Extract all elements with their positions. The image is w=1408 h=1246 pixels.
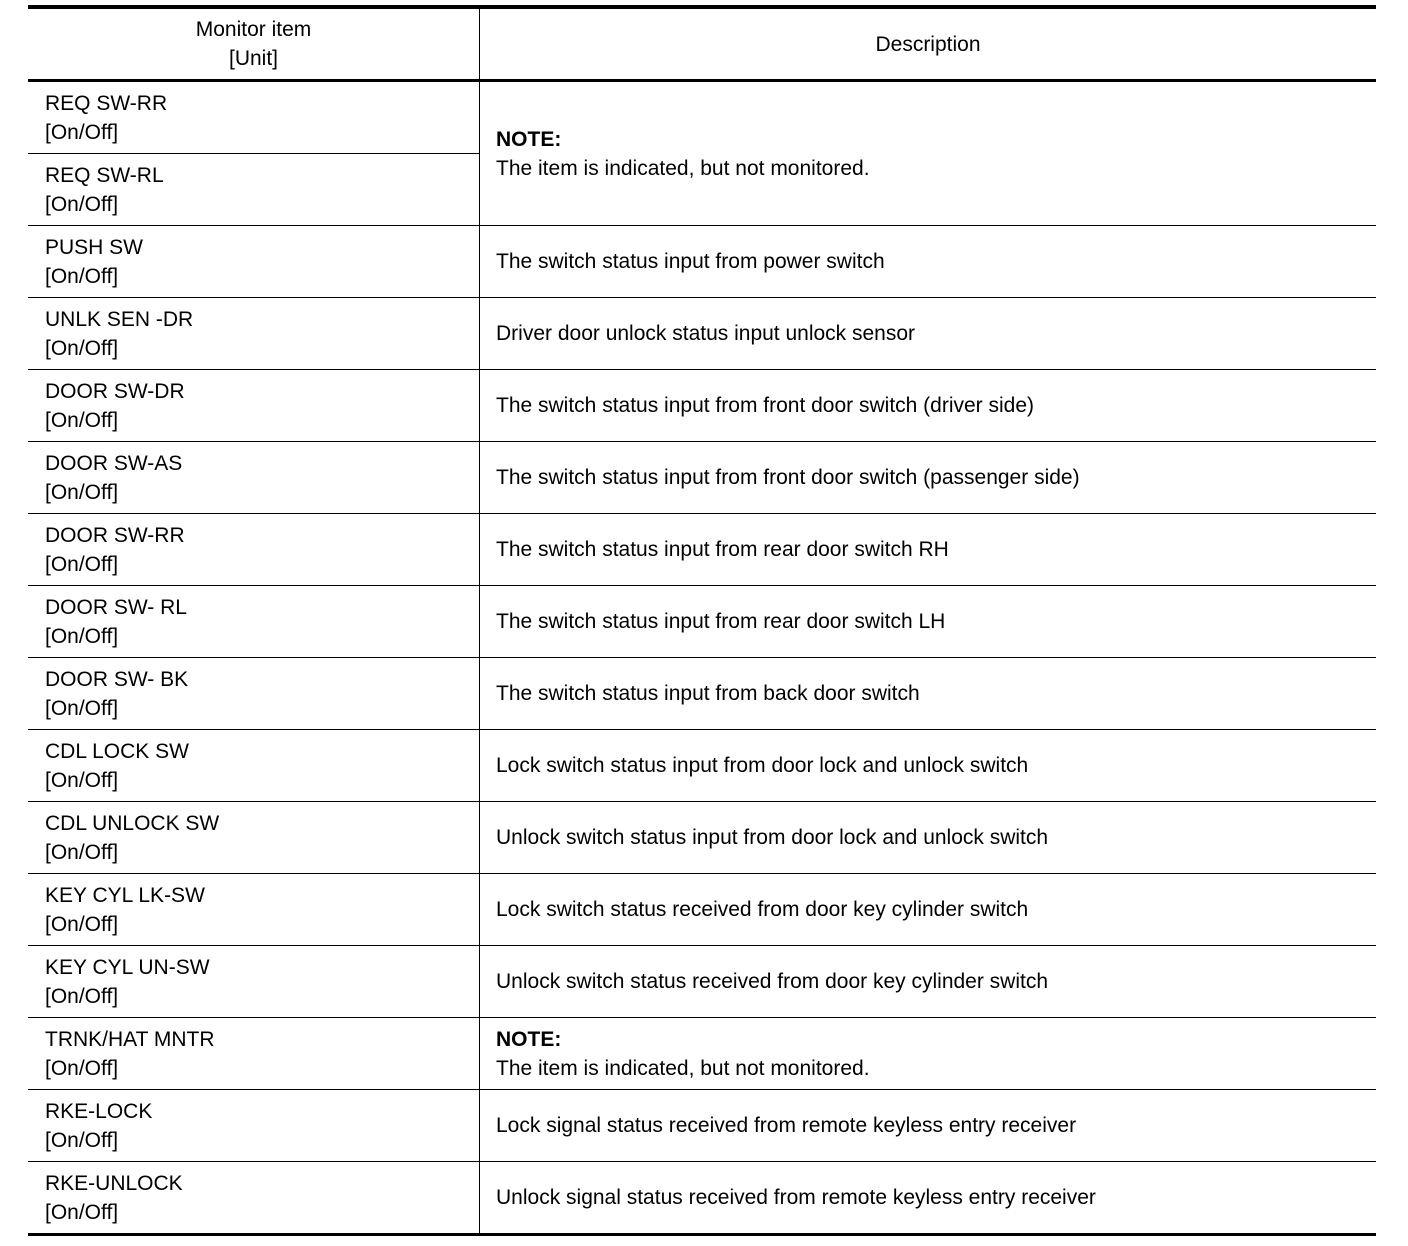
monitor-item-unit: [On/Off] (45, 192, 119, 216)
table-row (28, 81, 1376, 154)
table-row (28, 226, 1376, 298)
description-cell: The switch status input from rear door switch RH (480, 514, 1377, 586)
description-cell: Lock switch status input from door lock and unlock switch (480, 730, 1377, 802)
monitor-item-cell (28, 226, 480, 298)
note-label: NOTE: (496, 127, 562, 151)
table-row (28, 1090, 1376, 1162)
note-text: The item is indicated, but not monitored. (496, 1056, 870, 1080)
monitor-item-unit: [On/Off] (45, 336, 119, 360)
note-cell (480, 1018, 1377, 1090)
monitor-item-unit: [On/Off] (45, 696, 119, 720)
monitor-item-name: UNLK SEN -DR (45, 307, 194, 331)
header-description: Description (480, 7, 1377, 81)
monitor-item-unit: [On/Off] (45, 264, 119, 288)
description-cell: The switch status input from rear door switch LH (480, 586, 1377, 658)
monitor-item-name: CDL LOCK SW (45, 739, 189, 763)
monitor-item-unit: [On/Off] (45, 624, 119, 648)
monitor-item-name: RKE-UNLOCK (45, 1171, 183, 1195)
description-cell: Unlock switch status received from door key cylinder switch (480, 946, 1377, 1018)
header-unit: [Unit] (228, 47, 278, 70)
description-cell: The switch status input from front door switch (passenger side) (480, 442, 1377, 514)
table-row (28, 1162, 1376, 1235)
monitor-item-name: DOOR SW- BK (45, 667, 189, 691)
monitor-item-cell (28, 514, 480, 586)
monitor-item-name: KEY CYL UN-SW (45, 955, 210, 979)
monitor-item-name: TRNK/HAT MNTR (45, 1027, 215, 1051)
monitor-item-name: CDL UNLOCK SW (45, 811, 220, 835)
monitor-item-cell (28, 730, 480, 802)
header-label: Monitor item (195, 18, 312, 41)
monitor-item-table (28, 5, 1376, 1236)
monitor-item-cell (28, 370, 480, 442)
monitor-item-unit: [On/Off] (45, 1128, 119, 1152)
table-row (28, 1018, 1376, 1090)
monitor-item-unit: [On/Off] (45, 768, 119, 792)
monitor-item-name: DOOR SW-RR (45, 523, 185, 547)
monitor-item-cell (28, 658, 480, 730)
monitor-item-cell (28, 874, 480, 946)
monitor-item-unit: [On/Off] (45, 1200, 119, 1224)
description-cell: Unlock signal status received from remote keyless entry receiver (480, 1162, 1377, 1235)
monitor-item-name: DOOR SW- RL (45, 595, 187, 619)
monitor-item-name: RKE-LOCK (45, 1099, 153, 1123)
description-cell: Lock signal status received from remote keyless entry receiver (480, 1090, 1377, 1162)
monitor-item-cell (28, 442, 480, 514)
monitor-item-unit: [On/Off] (45, 120, 119, 144)
table-row (28, 946, 1376, 1018)
monitor-item-cell (28, 81, 480, 154)
monitor-item-cell (28, 298, 480, 370)
monitor-item-unit: [On/Off] (45, 408, 119, 432)
monitor-item-cell (28, 154, 480, 226)
table-row (28, 442, 1376, 514)
table-row (28, 298, 1376, 370)
table-row (28, 658, 1376, 730)
table-row (28, 586, 1376, 658)
description-cell: Lock switch status received from door key cylinder switch (480, 874, 1377, 946)
monitor-item-name: REQ SW-RR (45, 91, 168, 115)
monitor-item-unit: [On/Off] (45, 552, 119, 576)
description-cell: Unlock switch status input from door lock and unlock switch (480, 802, 1377, 874)
header-monitor-item (28, 7, 480, 81)
monitor-item-name: REQ SW-RL (45, 163, 164, 187)
table-row (28, 514, 1376, 586)
description-cell: Driver door unlock status input unlock sensor (480, 298, 1377, 370)
monitor-item-name: KEY CYL LK-SW (45, 883, 205, 907)
monitor-item-cell (28, 1090, 480, 1162)
description-cell: The switch status input from back door switch (480, 658, 1377, 730)
table-row (28, 730, 1376, 802)
monitor-item-name: DOOR SW-AS (45, 451, 183, 475)
note-cell (480, 81, 1377, 226)
monitor-item-unit: [On/Off] (45, 912, 119, 936)
monitor-item-cell (28, 1162, 480, 1235)
monitor-item-name: PUSH SW (45, 235, 144, 259)
note-text: The item is indicated, but not monitored. (496, 156, 870, 180)
table-row (28, 802, 1376, 874)
monitor-item-unit: [On/Off] (45, 480, 119, 504)
monitor-item-unit: [On/Off] (45, 840, 119, 864)
table-header (28, 7, 1376, 81)
table-row (28, 370, 1376, 442)
monitor-item-cell (28, 1018, 480, 1090)
table-row (28, 874, 1376, 946)
monitor-item-name: DOOR SW-DR (45, 379, 185, 403)
note-label: NOTE: (496, 1027, 562, 1051)
description-cell: The switch status input from front door switch (driver side) (480, 370, 1377, 442)
monitor-item-cell (28, 802, 480, 874)
monitor-item-unit: [On/Off] (45, 984, 119, 1008)
monitor-item-cell (28, 946, 480, 1018)
monitor-item-unit: [On/Off] (45, 1056, 119, 1080)
description-cell: The switch status input from power switch (480, 226, 1377, 298)
monitor-item-cell (28, 586, 480, 658)
